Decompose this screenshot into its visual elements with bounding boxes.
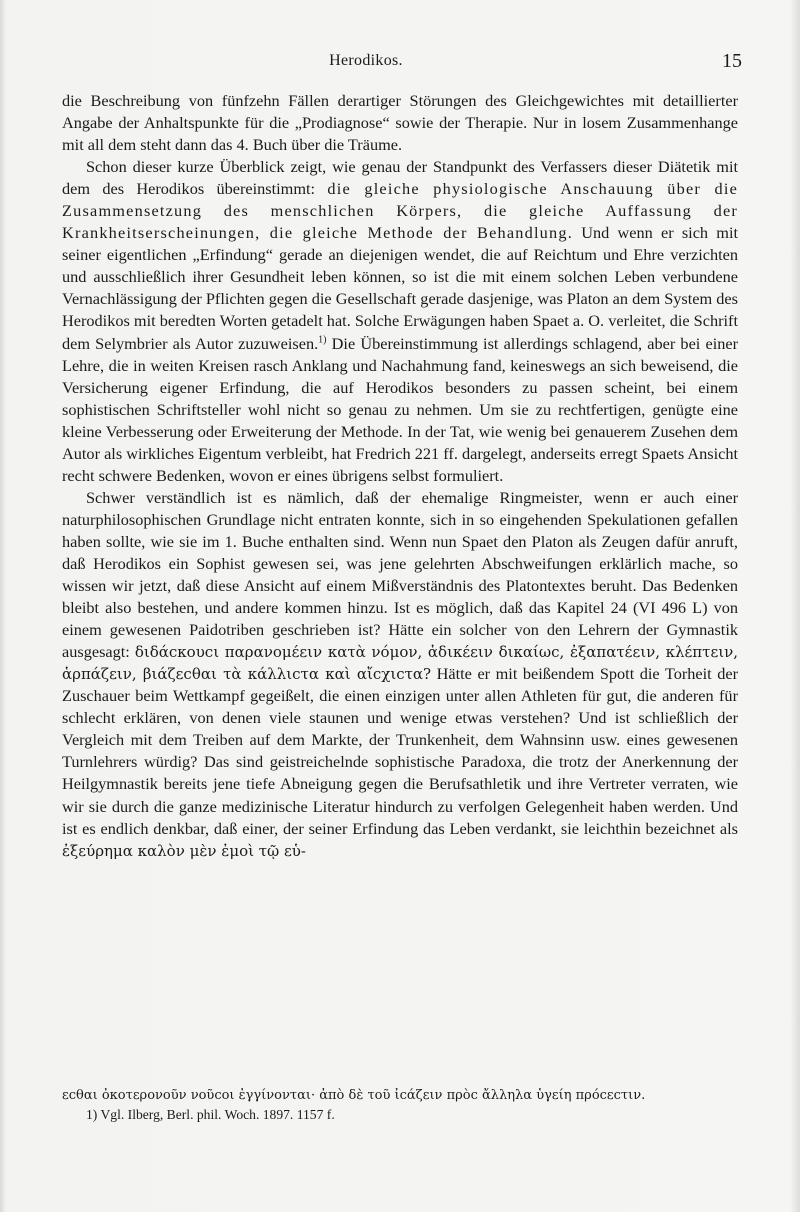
greek-quotation: διδάϲκουϲι παρανομέειν κατὰ νόμον, ἀδικέειν δικαίωϲ, ἐξαπατέειν, κλέπτειν, ἁρπάζειν, βιάζεϲθαι τὰ κάλλιϲτα καὶ αἴϲχιϲτα? <box>62 643 739 684</box>
greek-quotation-continued: ἐξεύρημα καλὸν μὲν ἐμοὶ τῷ εὑ- <box>62 841 306 860</box>
paragraph-2-part-d: Die Übereinstimmung ist allerdings schlagend, aber bei einer Lehre, die in weiten Kreisen rasch Anklang und Nachahmung fand, keineswegs an sich beweisend, die Versicherung eigener Erfindung, die auf Herodikos besonders zu passen scheint, bei einem sophistischen Schriftsteller wohl nicht so genau zu nehmen. Um sie zu rechtfertigen, genügte eine kleine Verbesserung oder Erweiterung der Methode. In der Tat, wie wenig bei genauerem Zusehen dem Autor als wirkliches Eigentum verbleibt, hat Fredrich 221 ff. dargelegt, anderseits erregt Spaets Ansicht recht schwere Bedenken, wovon er eines übrigens selbst formuliert. <box>62 333 739 485</box>
running-head <box>62 50 742 74</box>
greek-footnote-continuation: εϲθαι ὀκοτερονοῦν νοῦϲοι ἐγγίνονται· ἀπὸ δὲ τοῦ ἰϲάζειν πρὸϲ ἄλληλα ὑγείη πρόϲεϲτιν. <box>62 1088 646 1103</box>
paragraph-3-part-a: Schwer verständlich ist es nämlich, daß der ehemalige Ringmeister, wenn er auch einer naturphilosophischen Grundlage nicht entraten konnte, sich in so eingehenden Spekulationen gefallen haben sollte, wie sie im 1. Buche enthalten sind. Wenn nun Spaet den Platon als Zeugen dafür anruft, daß Herodikos ein Sophist gewesen sei, was jene gelehrten Abschweifungen erklärlich mache, so wissen wir jetzt, daß diese Ansicht auf einem Mißverständnis des Platontextes beruht. Das Bedenken bleibt also bestehen, und andere kommen hinzu. Ist es möglich, daß das Kapitel 24 (VI 496 L) von einem gewesenen Paidotriben geschrieben ist? Hätte ein solcher von den Lehrern der Gymnastik ausgesagt: <box>62 487 738 662</box>
paragraph-2-part-a: Schon dieser kurze Überblick zeigt, wie genau der Standpunkt des Verfassers dieser Diätetik mit dem des Herodikos übereinstimmt: <box>62 157 738 199</box>
paragraph-2 <box>62 156 738 487</box>
footnote-reference[interactable]: 1) <box>318 334 327 346</box>
paragraph-1: die Beschreibung von fünfzehn Fällen derartiger Störungen des Gleichgewichtes mit detaillierter Angabe der Anhaltspunkte für die „Prodiagnose“ sowie der Therapie. Nur in losem Zusammenhange mit all dem steht dann das 4. Buch über die Träume. <box>62 91 738 155</box>
paragraph-3-part-b: Hätte er mit beißendem Spott die Torheit der Zuschauer beim Wettkampf gegeißelt, die einen einzigen unter allen Athleten für gut, die anderen für schlecht erklären, von denen viele staunen und wenige etwas verstehen? Und ist schließlich der Vergleich mit dem Treiben auf dem Markte, der Trunkenheit, dem Wahnsinn usw. eines gewesenen Turnlehrers würdig? Das sind geistreichelnde sophistische Paradoxa, die trotz der Anerkennung der Heilgymnastik bereits jene tiefe Abneigung gegen die Berufsathletik und ihre Vertreter verraten, wie wir sie durch die ganze medizinische Literatur hindurch zu verfolgen Gelegenheit haben werden. Und ist es endlich denkbar, daß einer, der seiner Erfindung das Leben verdankt, sie leichthin bezeichnet als <box>62 664 739 838</box>
footnote-area <box>62 1086 738 1124</box>
paragraph-2-emphasis: die gleiche physiologische Anschauung über die Zusammensetzung des menschlichen Körpers, die gleiche Auffassung der Krankheitserscheinungen, die gleiche Methode der Behandlung. <box>62 179 738 243</box>
body-text <box>62 90 738 862</box>
paragraph-2-part-c: Und wenn er sich mit seiner eigentlichen „Erfindung“ gerade an diejenigen wendet, die auf Reichtum und Ehre verzichten und ausschließlich ihrer Gesundheit leben können, so ist die mit einem solchen Leben verbundene Vernachlässigung der Pflichten gegen die Gesellschaft gerade dasjenige, was Platon an dem System des Herodikos mit beredten Worten getadelt hat. Solche Erwägungen haben Spaet a. O. verleitet, die Schrift dem Selymbrier als Autor zuzuweisen. <box>62 223 738 353</box>
paragraph-3 <box>62 487 738 862</box>
footnote-1: 1) Vgl. Ilberg, Berl. phil. Woch. 1897. 1157 f. <box>86 1107 335 1122</box>
page-number: 15 <box>722 50 742 72</box>
running-head-title: Herodikos. <box>329 52 403 69</box>
